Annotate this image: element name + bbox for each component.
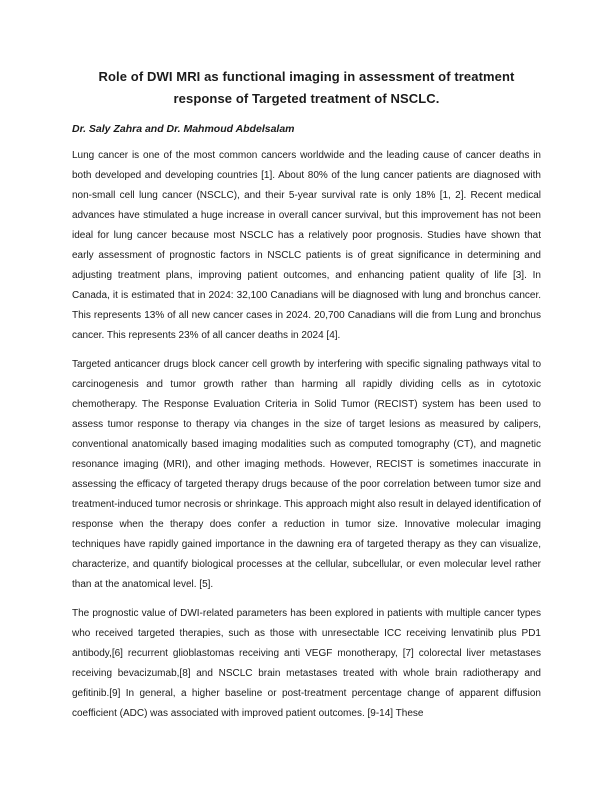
page-title: Role of DWI MRI as functional imaging in assessment of treatment response of Targeted treatment of NSCLC. [98, 69, 515, 106]
page-content [72, 66, 541, 733]
authors-line: Dr. Saly Zahra and Dr. Mahmoud Abdelsalam [72, 123, 295, 135]
body-paragraph-3: The prognostic value of DWI-related parameters has been explored in patients with multiple cancer types who received targeted therapies, such as those with unresectable ICC receiving lenvatinib plus PD1 antibody,[6] recurrent glioblastomas receiving anti VEGF monotherapy, [7] colorectal liver metastases receiving bevacizumab,[8] and NSCLC brain metastases treated with whole brain radiotherapy and gefitinib.[9] In general, a higher baseline or post-treatment percentage change of apparent diffusion coefficient (ADC) was associated with improved patient outcomes. [9-14] These [72, 608, 541, 719]
body-paragraph-2: Targeted anticancer drugs block cancer cell growth by interfering with specific signaling pathways vital to carcinogenesis and tumor growth rather than harming all rapidly dividing cells as in cytotoxic chemotherapy. The Response Evaluation Criteria in Solid Tumor (RECIST) system has been used to assess tumor response to therapy via changes in the size of target lesions as measured by calipers, conventional anatomically based imaging modalities such as computed tomography (CT), and magnetic resonance imaging (MRI), and other imaging methods. However, RECIST is sometimes inaccurate in assessing the efficacy of targeted therapy drugs because of the poor correlation between tumor size and treatment-induced tumor necrosis or shrinkage. This approach might also result in delayed identification of response when the therapy does confer a reduction in tumor size. Innovative molecular imaging techniques have rapidly gained importance in the dawning era of targeted therapy as they can visualize, characterize, and quantify biological processes at the cellular, subcellular, or even molecular level rather than at the anatomical level. [5]. [72, 359, 541, 590]
body-paragraph-1: Lung cancer is one of the most common cancers worldwide and the leading cause of cancer deaths in both developed and developing countries [1]. About 80% of the lung cancer patients are diagnosed with non-small cell lung cancer (NSCLC), and their 5-year survival rate is only 18% [1, 2]. Recent medical advances have stimulated a huge increase in overall cancer survival, but this improvement has not been ideal for lung cancer because most NSCLC has a relatively poor prognosis. Studies have shown that early assessment of prognostic factors in NSCLC patients is of great significance in determining and adjusting treatment plans, improving patient outcomes, and enhancing patient quality of life [3]. In Canada, it is estimated that in 2024: 32,100 Canadians will be diagnosed with lung and bronchus cancer. This represents 13% of all new cancer cases in 2024. 20,700 Canadians will die from Lung and bronchus cancer. This represents 23% of all cancer deaths in 2024 [4]. [72, 150, 541, 341]
